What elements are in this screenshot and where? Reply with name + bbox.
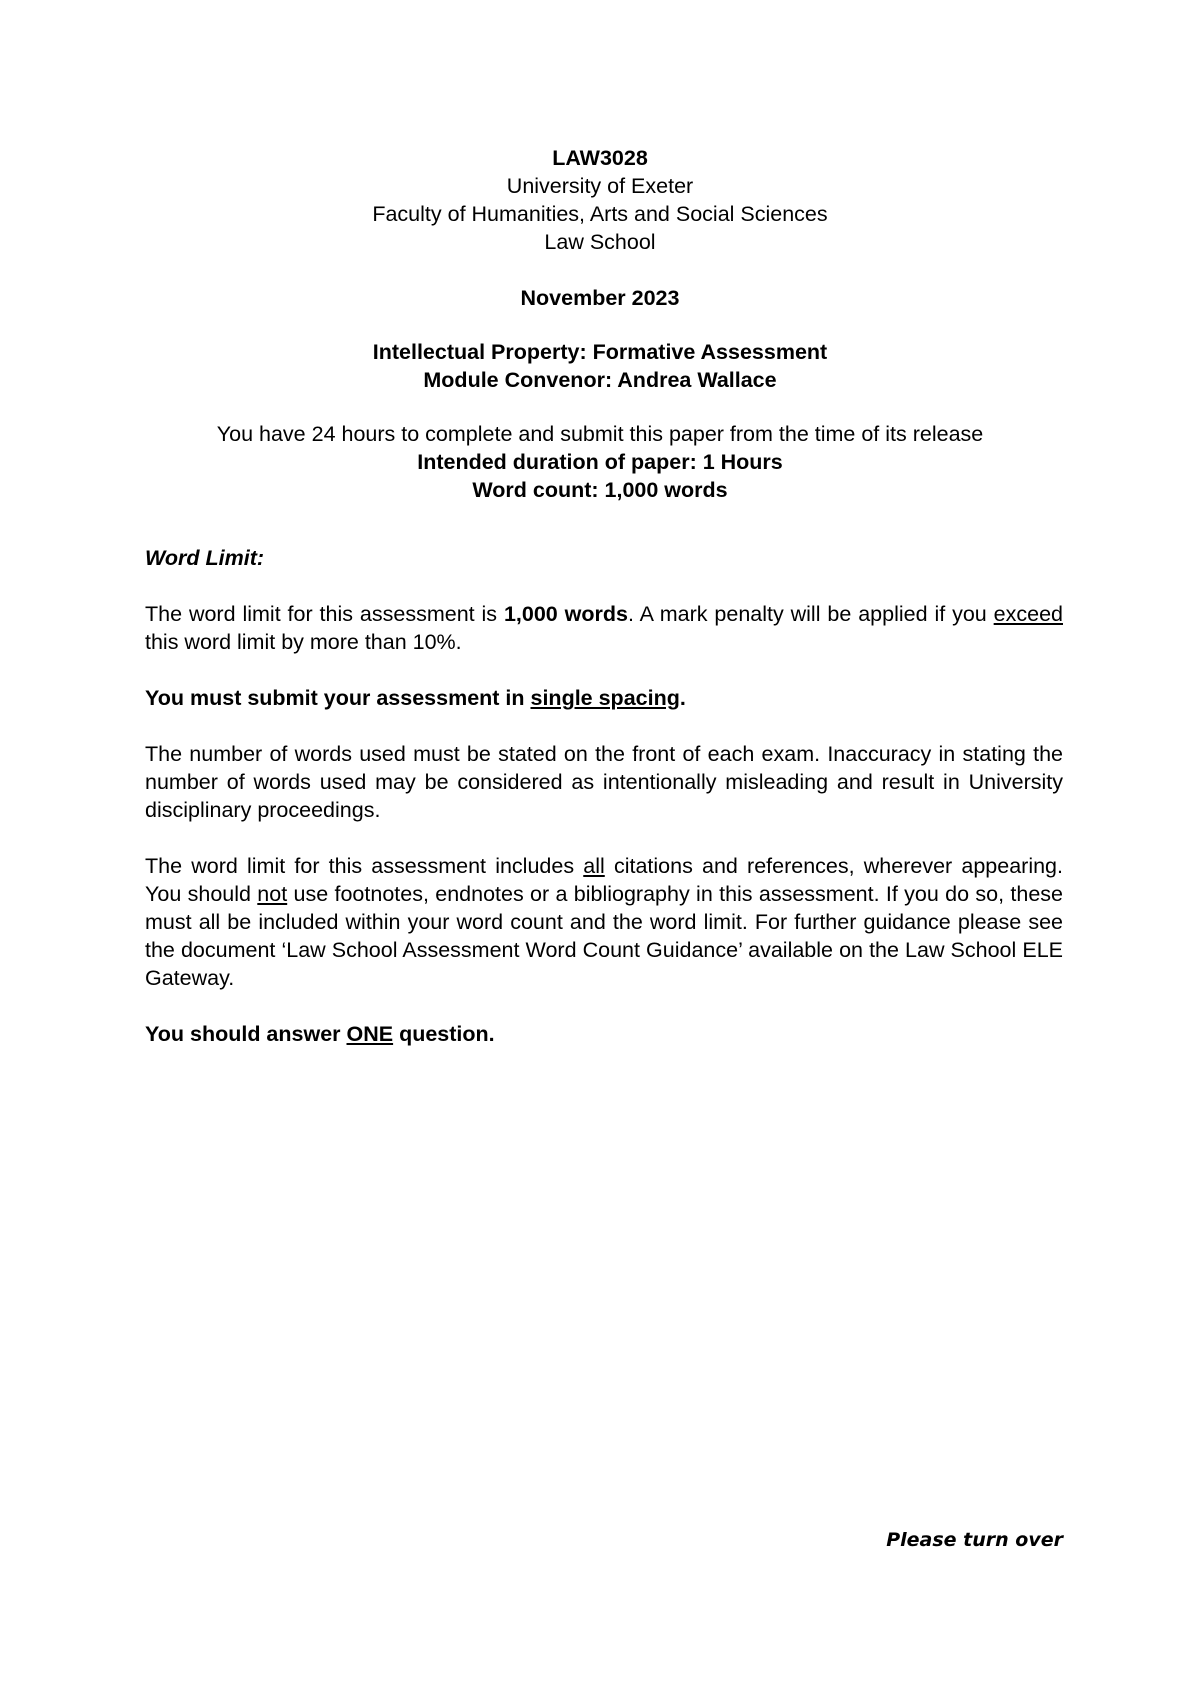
underlined-text: single spacing: [530, 686, 680, 710]
spacing-instruction: [145, 684, 1063, 712]
word-limit-heading: Word Limit:: [145, 546, 265, 570]
text-run: The word limit for this assessment is: [145, 602, 504, 626]
instructions: [145, 544, 1063, 1076]
paper-title: Intellectual Property: Formative Assessment: [372, 340, 828, 364]
module-convenor: Module Convenor: Andrea Wallace: [423, 368, 777, 392]
text-run: .: [679, 686, 686, 710]
school-name: Law School: [544, 230, 656, 254]
text-run: . A mark penalty will be applied if you: [627, 602, 994, 626]
underlined-text: ONE: [346, 1022, 394, 1046]
exam-date: November 2023: [520, 286, 680, 310]
word-count-statement-paragraph: The number of words used must be stated on the front of each exam. Inaccuracy in stating the number of words used may be considered as intentionally misleading and result in University disciplinary proceedings.: [145, 742, 1063, 822]
text-run: this word limit by more than 10%.: [145, 630, 462, 654]
word-limit-paragraph: [145, 600, 1063, 656]
text-run: citations and references, wherever appearing. You should: [145, 854, 1063, 906]
text-run: You should answer: [145, 1022, 347, 1046]
faculty-name: Faculty of Humanities, Arts and Social Sciences: [372, 202, 828, 226]
text-run: You must submit your assessment in: [145, 686, 531, 710]
text-run: use footnotes, endnotes or a bibliography in this assessment. If you do so, these must all be included within your word count and the word limit. For further guidance please see the document ‘Law School Assessment Word Count Guidance’ available on the Law School ELE Gateway.: [145, 882, 1063, 990]
answer-instruction: [145, 1020, 1063, 1048]
word-limit-value: 1,000 words: [503, 602, 628, 626]
university-name: University of Exeter: [506, 174, 694, 198]
time-allowed: You have 24 hours to complete and submit this paper from the time of its release: [216, 422, 984, 446]
underlined-text: not: [257, 882, 288, 906]
intended-duration: Intended duration of paper: 1 Hours: [417, 450, 783, 474]
module-code: LAW3028: [552, 146, 648, 170]
citations-paragraph: [145, 852, 1063, 992]
exam-header: [0, 144, 1200, 504]
word-count: Word count: 1,000 words: [472, 478, 728, 502]
please-turn-over: Please turn over: [886, 1529, 1063, 1551]
text-run: question.: [393, 1022, 495, 1046]
underlined-text: all: [583, 854, 605, 878]
underlined-text: exceed: [993, 602, 1063, 626]
text-run: The word limit for this assessment includes: [145, 854, 584, 878]
